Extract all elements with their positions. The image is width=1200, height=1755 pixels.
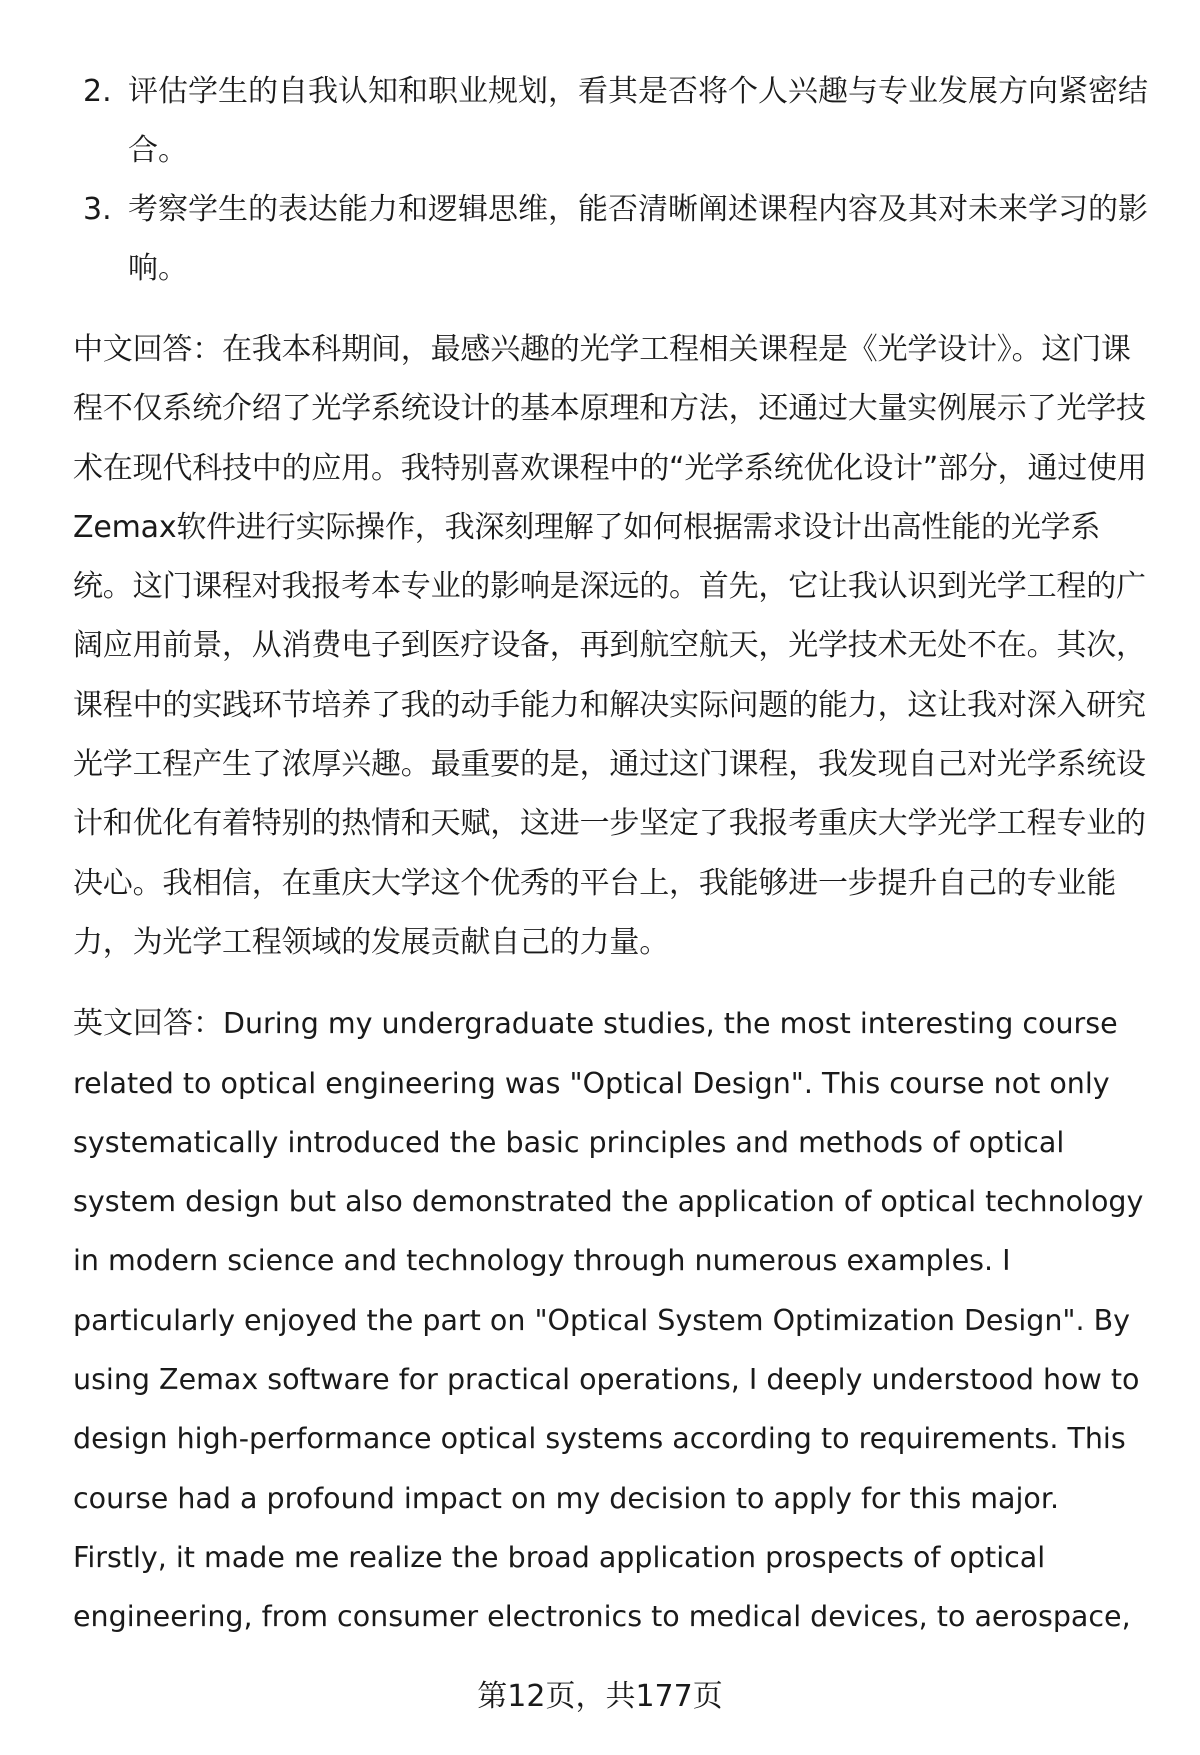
evaluation-criteria-list — [73, 62, 1153, 298]
list-item-number: 3. — [83, 192, 112, 227]
document-page — [73, 62, 1153, 1647]
chinese-answer-paragraph — [73, 320, 1153, 972]
page-number-footer: 第12页，共177页 — [477, 1679, 723, 1714]
list-item-text: 考察学生的表达能力和逻辑思维，能否清晰阐述课程内容及其对未来学习的影响。 — [128, 192, 1148, 286]
list-item-text: 评估学生的自我认知和职业规划，看其是否将个人兴趣与专业发展方向紧密结合。 — [128, 74, 1148, 168]
english-answer-text: During my undergraduate studies, the most interesting course related to optical engineering was "Optical Design". This course not only systematically introduced the basic principles and methods of optical system design but also demonstrated the application of optical technology in modern science and technology through numerous examples. I particularly enjoyed the part on "Optical System Optimization Design". By using Zemax software for practical operations, I deeply understood how to design high-performance optical systems according to requirements. This course had a profound impact on my decision to apply for this major. Firstly, it made me realize the broad application prospects of optical engineering, from consumer electronics to medical devices, to aerospace, — [73, 1007, 1144, 1634]
chinese-answer-label: 中文回答： — [73, 332, 222, 367]
english-answer-paragraph — [73, 994, 1153, 1646]
list-item — [73, 180, 1153, 298]
list-item — [73, 62, 1153, 180]
chinese-answer-text: 在我本科期间，最感兴趣的光学工程相关课程是《光学设计》。这门课程不仅系统介绍了光学系统设计的基本原理和方法，还通过大量实例展示了光学技术在现代科技中的应用。我特别喜欢课程中的“光学系统优化设计”部分，通过使用Zemax软件进行实际操作，我深刻理解了如何根据需求设计出高性能的光学系统。这门课程对我报考本专业的影响是深远的。首先，它让我认识到光学工程的广阔应用前景，从消费电子到医疗设备，再到航空航天，光学技术无处不在。其次，课程中的实践环节培养了我的动手能力和解决实际问题的能力，这让我对深入研究光学工程产生了浓厚兴趣。最重要的是，通过这门课程，我发现自己对光学系统设计和优化有着特别的热情和天赋，这进一步坚定了我报考重庆大学光学工程专业的决心。我相信，在重庆大学这个优秀的平台上，我能够进一步提升自己的专业能力，为光学工程领域的发展贡献自己的力量。 — [73, 332, 1147, 960]
list-item-number: 2. — [83, 74, 112, 109]
english-answer-label: 英文回答： — [73, 1006, 223, 1042]
